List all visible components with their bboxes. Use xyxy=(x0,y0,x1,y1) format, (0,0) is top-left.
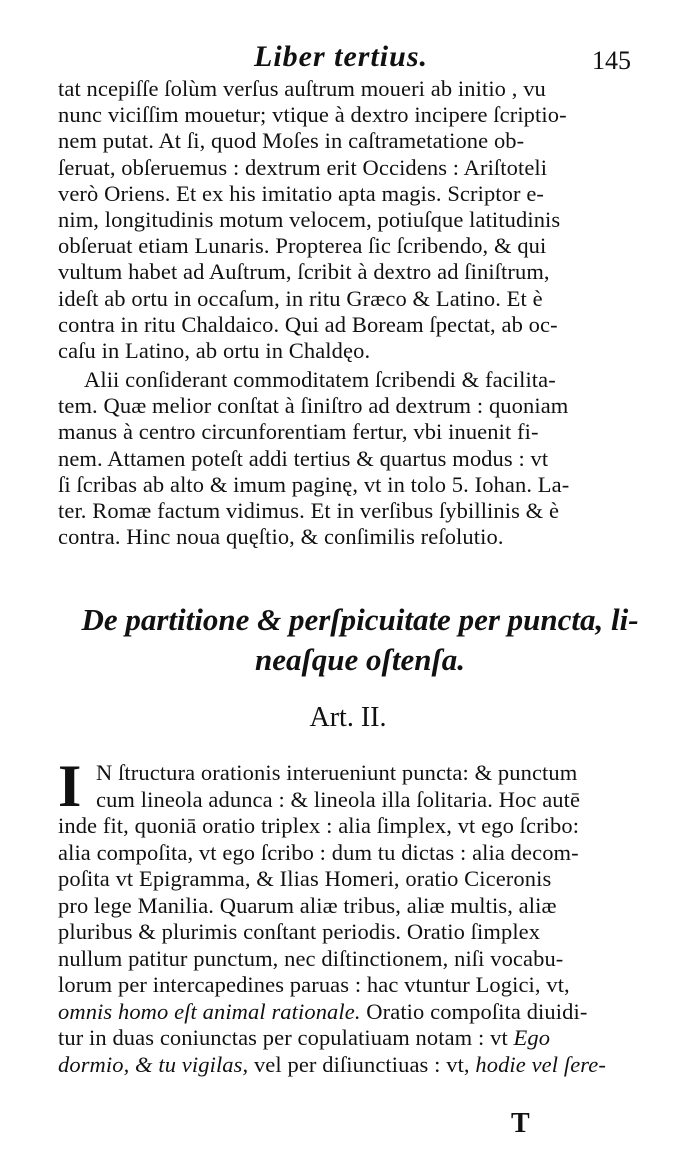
text-line: caſu in Latino, ab ortu in Chaldęo. xyxy=(58,338,371,364)
text-line: alia compoſita, vt ego ſcribo : dum tu dictas : alia decom- xyxy=(58,839,579,865)
text-line: lorum per intercapedines paruas : hac vtuntur Logici, vt, xyxy=(58,972,570,997)
drop-cap: I xyxy=(58,753,82,819)
text-line: contra in ritu Chaldaico. Qui ad Boream ſpectat, ab oc- xyxy=(58,311,558,337)
text-line: cum lineola adunca : & lineola illa ſolitaria. Hoc autē xyxy=(96,786,581,812)
text-line xyxy=(58,999,654,1026)
text-line: obſeruat etiam Lunaris. Propterea ſic ſcribendo, & qui xyxy=(58,233,547,259)
text-line: N ſtructura orationis interueniunt puncta: & punctum xyxy=(96,760,578,785)
text-line xyxy=(58,1052,654,1079)
text-line: tat ncepiſſe ſolùm verſus auſtrum moueri ab initio , vu xyxy=(58,76,546,101)
text-line: poſita vt Epigramma, & Ilias Homeri, oratio Ciceronis xyxy=(58,866,552,891)
text-line: ter. Romæ factum vidimus. Et in verſibus ſybillinis & è xyxy=(58,498,560,524)
text-line: manus à centro circunforentiam fertur, vbi inuenit fi- xyxy=(58,419,539,445)
italic-example: Ego xyxy=(513,1025,551,1050)
text-line: Alii conſiderant commoditatem ſcribendi & facilita- xyxy=(84,367,556,392)
section-heading xyxy=(60,600,660,680)
running-title: Liber tertius. xyxy=(254,40,429,73)
text-line: ideſt ab ortu in occaſum, in ritu Græco & Latino. Et è xyxy=(58,285,543,311)
text-line: nem putat. At ſi, quod Moſes in caſtrametatione ob- xyxy=(58,128,525,154)
article-label: Art. II. xyxy=(309,702,387,733)
text-line: pro lege Manilia. Quarum aliæ tribus, aliæ multis, aliæ xyxy=(58,892,557,918)
text-line: pluribus & plurimis conſtant periodis. Oratio ſimplex xyxy=(58,919,541,944)
paragraph-1 xyxy=(58,76,650,364)
section-heading-line: De partitione & perſpicuitate per puncta, li- xyxy=(81,602,639,637)
paragraph-2 xyxy=(58,367,650,550)
italic-example: omnis homo eſt animal rationale. xyxy=(58,998,361,1024)
text-line: nullum patitur punctum, nec diſtinctionem, niſi vocabu- xyxy=(58,945,564,971)
catchword: T xyxy=(511,1108,530,1139)
text-line: vultum habet ad Auſtrum, ſcribit à dextro ad ſiniſtrum, xyxy=(58,259,550,285)
text-line: ſi ſcribas ab alto & imum paginę, vt in tolo 5. Iohan. La- xyxy=(58,471,570,497)
text-run: vel per diſiunctiuas : vt, xyxy=(248,1051,476,1077)
text-line: inde fit, quoniā oratio triplex : alia ſimplex, vt ego ſcribo: xyxy=(58,813,580,838)
page-number: 145 xyxy=(592,46,631,75)
running-head xyxy=(0,40,696,80)
text-line: tem. Quæ melior conſtat à ſiniſtro ad dextrum : quoniam xyxy=(58,393,569,419)
text-line: ſeruat, obſeruemus : dextrum erit Occidens : Ariſtoteli xyxy=(58,154,548,180)
italic-example: dormio, & tu vigilas, xyxy=(58,1051,249,1077)
text-line: nim, longitudinis motum velocem, potiuſque latitudinis xyxy=(58,207,561,233)
section-heading-line: neaſque oſtenſa. xyxy=(254,642,466,677)
text-run: Oratio compoſita diuidi- xyxy=(360,998,588,1024)
text-line xyxy=(58,1025,654,1052)
text-line: nunc viciſſim mouetur; vtique à dextro incipere ſcriptio- xyxy=(58,102,567,128)
text-run: tur in duas coniunctas per copulatiuam notam : vt xyxy=(58,1025,514,1050)
paragraph-3 xyxy=(58,753,654,1078)
text-line: verò Oriens. Et ex his imitatio apta magis. Scriptor e- xyxy=(58,180,545,206)
text-line: contra. Hinc noua quęſtio, & conſimilis reſolutio. xyxy=(58,524,504,550)
text-line: nem. Attamen poteſt addi tertius & quartus modus : vt xyxy=(58,445,549,471)
italic-example: hodie vel ſere- xyxy=(475,1051,606,1077)
